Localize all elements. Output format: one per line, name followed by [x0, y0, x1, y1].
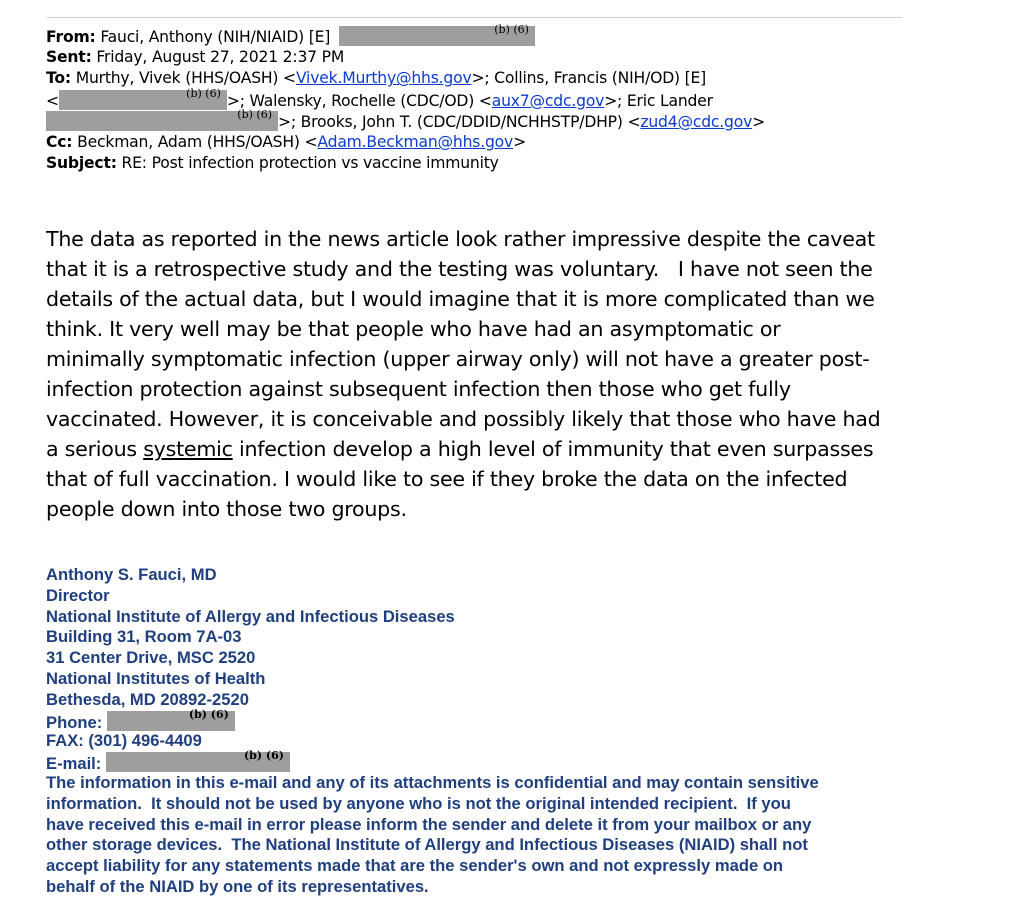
email-signature [46, 565, 946, 898]
signature-name: Anthony S. Fauci, MD [46, 565, 217, 584]
sent-line [46, 47, 946, 68]
signature-email [46, 749, 946, 774]
to-line [46, 68, 946, 89]
email-header [46, 23, 946, 174]
to-line-2 [46, 86, 946, 111]
email-link-walensky[interactable]: aux7@cdc.gov [491, 91, 605, 110]
email-link-murthy[interactable]: Vivek.Murthy@hhs.gov [295, 69, 472, 88]
to-recipient-1-end: >; Collins, Francis (NIH/OD) [E] [471, 69, 707, 88]
signature-city: Bethesda, MD 20892-2520 [46, 689, 249, 709]
redaction-box [46, 107, 278, 131]
redaction-box [59, 86, 227, 110]
signature-phone [46, 707, 946, 732]
cc-line [46, 132, 946, 153]
body-line: minimally symptomatic infection (upper airway only) will not have a greater post- [46, 347, 870, 371]
underlined-word: systemic [143, 437, 233, 461]
body-line: people down into those two groups. [46, 497, 407, 521]
signature-institutes: National Institutes of Health [46, 668, 266, 688]
from-line [46, 23, 946, 47]
body-line [46, 434, 946, 464]
email-body [46, 224, 946, 524]
from-label: From: [46, 28, 96, 46]
body-text-segment: a serious [46, 437, 144, 461]
redaction-code: (b) (6) [188, 707, 229, 721]
redaction-code: (b) (6) [237, 107, 272, 121]
cc-value: Beckman, Adam (HHS/OASH) < [77, 132, 318, 151]
body-line: think. It very well may be that people who have had an asymptomatic or [46, 317, 781, 341]
to-line-3 [46, 107, 946, 132]
body-line: The data as reported in the news article look rather impressive despite the caveat [46, 227, 875, 251]
signature-title: Director [46, 585, 110, 605]
signature-street: 31 Center Drive, MSC 2520 [46, 648, 256, 668]
signature-fax: FAX: (301) 496-4409 [46, 731, 202, 751]
to-line-3-end: > [752, 112, 766, 131]
cc-label: Cc: [46, 132, 73, 151]
redaction-code: (b) (6) [494, 23, 529, 36]
to-line-2-end: >; Eric Lander [604, 91, 713, 110]
subject-value: RE: Post infection protection vs vaccine immunity [121, 154, 499, 173]
body-text-segment: infection develop a high level of immunity that even surpasses [232, 437, 874, 461]
sent-label: Sent: [46, 48, 92, 67]
subject-label: Subject: [46, 154, 117, 173]
disclaimer-line: other storage devices. The National Institute of Allergy and Infectious Diseases (NIAID) shall not [46, 835, 808, 855]
signature-org: National Institute of Allergy and Infectious Diseases [46, 606, 455, 626]
to-line-2-mid: >; Walensky, Rochelle (CDC/OD) < [226, 91, 492, 110]
to-label: To: [46, 69, 71, 88]
body-line: that of full vaccination. I would like to see if they broke the data on the infected [46, 467, 848, 491]
body-line: details of the actual data, but I would imagine that it is more complicated than we [46, 287, 875, 311]
email-link-brooks[interactable]: zud4@cdc.gov [640, 112, 753, 131]
email-link-beckman[interactable]: Adam.Beckman@hhs.gov [317, 132, 514, 151]
disclaimer-line: accept liability for any statements made that are the sender's own and not expressly made on [46, 856, 784, 876]
cc-end: > [513, 132, 526, 151]
subject-line [46, 153, 946, 174]
disclaimer-line: behalf of the NIAID by one of its representatives. [46, 876, 429, 896]
body-line: that it is a retrospective study and the testing was voluntary. I have not seen the [46, 257, 873, 281]
redaction-box [106, 749, 290, 772]
to-line-2-start: < [46, 91, 59, 110]
from-value: Fauci, Anthony (NIH/NIAID) [E] [100, 28, 331, 46]
disclaimer-line: have received this e-mail in error please inform the sender and delete it from your mailbox or any [46, 814, 812, 834]
to-line-3-mid: >; Brooks, John T. (CDC/DDID/NCHHSTP/DHP) < [278, 112, 641, 131]
sent-value: Friday, August 27, 2021 2:37 PM [96, 48, 345, 67]
disclaimer-line: information. It should not be used by anyone who is not the original intended recipient. If you [46, 793, 791, 813]
disclaimer-line: The information in this e-mail and any of its attachments is confidential and may contain sensitive [46, 772, 819, 792]
top-divider [47, 17, 902, 18]
to-recipient-1: Murthy, Vivek (HHS/OASH) < [75, 69, 296, 88]
signature-building: Building 31, Room 7A-03 [46, 627, 242, 647]
phone-label: Phone: [46, 712, 103, 732]
redaction-code: (b) (6) [186, 86, 221, 100]
redaction-code: (b) (6) [243, 749, 284, 763]
redaction-box [339, 23, 535, 46]
email-label: E-mail: [46, 754, 102, 774]
body-line: infection protection against subsequent infection then those who get fully [46, 377, 791, 401]
body-line: vaccinated. However, it is conceivable and possibly likely that those who have had [46, 407, 881, 431]
redaction-box [107, 707, 235, 731]
